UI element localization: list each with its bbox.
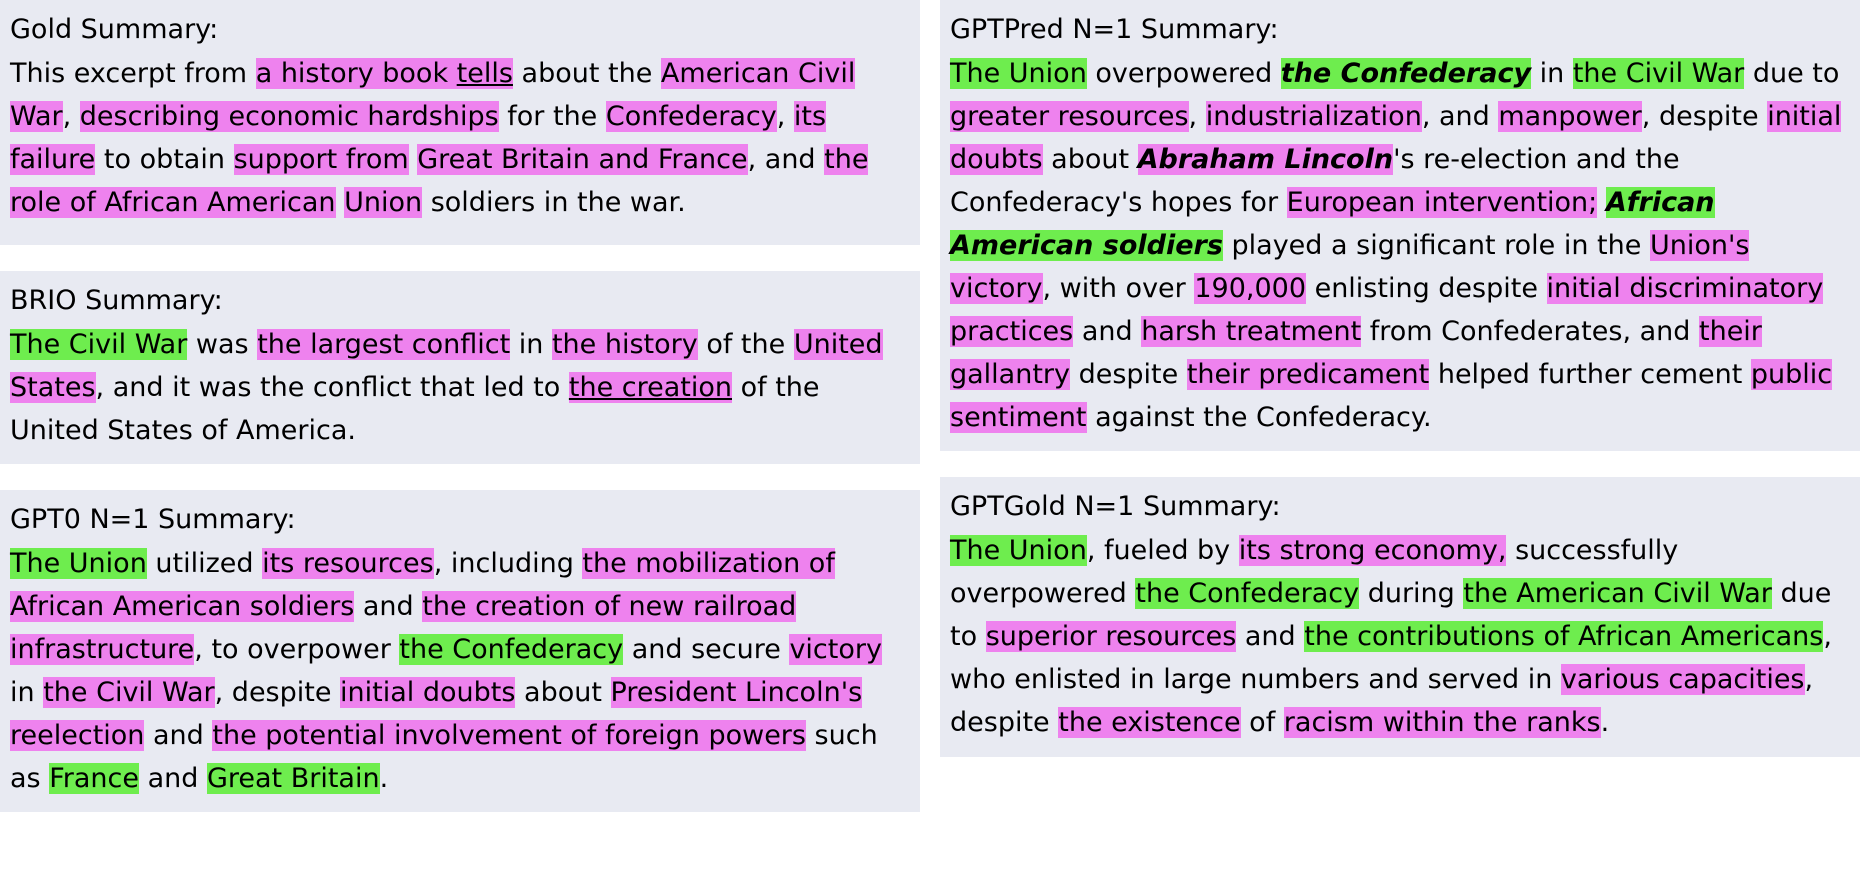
text-segment: the Confederacy — [1280, 58, 1532, 89]
text-segment: the mobilization of African American soldiers — [10, 548, 835, 622]
text-segment: of the United States of America. — [10, 372, 820, 446]
text-segment: due to — [950, 578, 1832, 652]
text-segment: the potential involvement of foreign powers — [212, 720, 806, 751]
text-segment: , fueled by — [1086, 535, 1239, 566]
text-segment: the role of African American — [10, 144, 869, 218]
text-segment: about — [1042, 144, 1138, 175]
text-segment: during — [1359, 578, 1464, 609]
text-segment: , — [776, 101, 794, 132]
text-segment: , despite — [214, 677, 341, 708]
text-segment: the Civil War — [1572, 58, 1745, 89]
text-segment: the Civil War — [43, 677, 215, 708]
text-segment: from Confederates, and — [1361, 316, 1699, 347]
text-segment: European intervention; — [1286, 187, 1598, 218]
text-segment: Union — [344, 187, 423, 218]
gold-summary-text — [10, 52, 910, 224]
text-segment: , — [62, 101, 80, 132]
gptgold-summary-panel — [940, 477, 1860, 757]
text-segment: and — [354, 591, 423, 622]
text-segment: , to overpower — [194, 634, 400, 665]
text-segment: in — [10, 677, 44, 708]
text-segment: Great Britain — [206, 763, 380, 794]
text-segment: the Confederacy — [399, 634, 624, 665]
text-segment: describing economic hardships — [79, 101, 499, 132]
gptpred-summary-title: GPTPred N=1 Summary: — [950, 14, 1279, 45]
text-segment: , and — [1421, 101, 1499, 132]
gold-summary-panel — [0, 0, 920, 245]
text-segment: African American soldiers — [950, 187, 1715, 261]
text-segment: victory — [789, 634, 882, 665]
text-segment: such as — [10, 720, 878, 794]
text-segment: the creation of new railroad infrastructure — [10, 591, 797, 665]
gptgold-summary-title: GPTGold N=1 Summary: — [950, 491, 1281, 522]
text-segment: United States — [10, 329, 883, 403]
text-segment: , who enlisted in large numbers and served in — [950, 621, 1832, 695]
gpt0-summary-title: GPT0 N=1 Summary: — [10, 504, 296, 535]
text-segment: the history — [551, 329, 698, 360]
text-segment: American Civil War — [10, 58, 856, 132]
text-segment: about — [515, 677, 611, 708]
text-segment: , and it was the conflict that led to — [95, 372, 569, 403]
text-segment: racism within the ranks — [1283, 707, 1601, 738]
gpt0-summary-text — [10, 542, 910, 800]
text-segment: despite — [1070, 359, 1187, 390]
text-segment: a history book — [255, 58, 457, 89]
text-segment: helped further cement — [1429, 359, 1751, 390]
text-segment: their predicament — [1186, 359, 1430, 390]
text-segment: France — [49, 763, 139, 794]
text-segment: due to — [1744, 58, 1840, 89]
text-segment: , despite — [1641, 101, 1768, 132]
text-segment: public sentiment — [950, 359, 1833, 433]
text-segment: 190,000 — [1194, 273, 1306, 304]
text-segment: and — [138, 763, 207, 794]
text-segment: Abraham Lincoln — [1137, 144, 1394, 175]
text-segment: successfully overpowered — [950, 535, 1679, 609]
brio-summary-panel — [0, 271, 920, 464]
text-segment: . — [379, 763, 389, 794]
text-segment: industrialization — [1205, 101, 1422, 132]
text-segment: and — [1073, 316, 1142, 347]
text-segment — [336, 187, 345, 218]
text-segment: various capacities — [1560, 664, 1805, 695]
text-segment: The Union — [950, 535, 1087, 566]
text-segment: Confederacy — [605, 101, 777, 132]
text-segment: enlisting despite — [1306, 273, 1547, 304]
text-segment — [409, 144, 418, 175]
text-segment: . — [1600, 707, 1610, 738]
text-segment: manpower — [1498, 101, 1642, 132]
text-segment: harsh treatment — [1141, 316, 1362, 347]
text-segment: played a significant role in the — [1222, 230, 1650, 261]
text-segment: the contributions of African Americans — [1304, 621, 1824, 652]
text-segment: 's re-election and the Confederacy's hopes for — [950, 144, 1680, 218]
text-segment: , — [1188, 101, 1206, 132]
gptpred-summary-text — [950, 52, 1850, 439]
text-segment: and — [144, 720, 213, 751]
left-column — [0, 0, 920, 838]
gptgold-summary-text — [950, 529, 1850, 744]
text-segment: greater resources — [950, 101, 1189, 132]
text-segment: in — [1531, 58, 1573, 89]
text-segment: overpowered — [1086, 58, 1281, 89]
text-segment: , and — [747, 144, 825, 175]
text-segment: the largest conflict — [257, 329, 511, 360]
text-segment: their gallantry — [950, 316, 1762, 390]
text-segment: This excerpt from — [10, 58, 256, 89]
text-segment: Great Britain and France — [417, 144, 748, 175]
text-segment: the Confederacy — [1135, 578, 1360, 609]
text-segment: for the — [498, 101, 606, 132]
gold-summary-title: Gold Summary: — [10, 14, 219, 45]
text-segment: about the — [512, 58, 661, 89]
text-segment: the creation — [568, 372, 732, 403]
text-segment: the American Civil War — [1463, 578, 1772, 609]
text-segment: , despite — [950, 664, 1814, 738]
text-segment: The Union — [10, 548, 147, 579]
text-segment: initial doubts — [340, 677, 516, 708]
text-segment: of the — [697, 329, 794, 360]
text-segment: the existence — [1058, 707, 1241, 738]
text-segment — [1597, 187, 1606, 218]
text-segment: initial discriminatory practices — [950, 273, 1824, 347]
brio-summary-text — [10, 323, 910, 452]
text-segment: The Civil War — [10, 329, 188, 360]
text-segment: soldiers in the war. — [422, 187, 686, 218]
text-segment: of — [1240, 707, 1284, 738]
text-segment: initial doubts — [950, 101, 1842, 175]
text-segment: , including — [433, 548, 583, 579]
text-segment: support from — [233, 144, 409, 175]
text-segment: and secure — [623, 634, 790, 665]
text-segment: against the Confederacy. — [1086, 402, 1432, 433]
gpt0-summary-panel — [0, 490, 920, 812]
right-column — [940, 0, 1860, 783]
gptpred-summary-panel — [940, 0, 1860, 451]
text-segment: its failure — [10, 101, 827, 175]
brio-summary-title: BRIO Summary: — [10, 285, 223, 316]
text-segment: The Union — [950, 58, 1087, 89]
text-segment: President Lincoln's — [610, 677, 863, 708]
text-segment: in — [510, 329, 552, 360]
text-segment: to obtain — [95, 144, 234, 175]
text-segment: superior resources — [985, 621, 1237, 652]
text-segment: utilized — [146, 548, 263, 579]
text-segment: , with over — [1042, 273, 1195, 304]
text-segment: Union's victory — [950, 230, 1750, 304]
text-segment: tells — [456, 58, 513, 89]
text-segment: and — [1236, 621, 1305, 652]
text-segment: was — [187, 329, 258, 360]
text-segment: reelection — [10, 720, 145, 751]
text-segment: its resources — [262, 548, 434, 579]
text-segment: its strong economy, — [1238, 535, 1507, 566]
